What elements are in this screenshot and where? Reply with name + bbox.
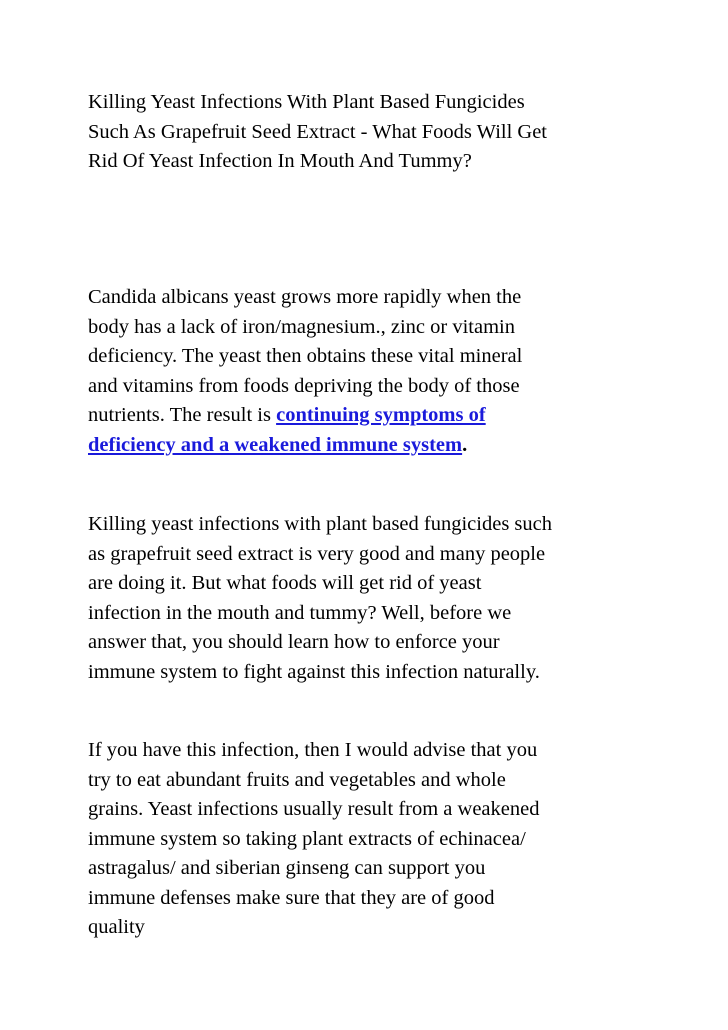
paragraph-advice <box>88 736 648 943</box>
paragraph-line: immune system so taking plant extracts of echinacea/ <box>88 827 526 850</box>
title-line: Rid Of Yeast Infection In Mouth And Tummy? <box>88 150 472 172</box>
paragraph-line: infection in the mouth and tummy? Well, before we <box>88 601 512 624</box>
paragraph-text: nutrients. The result is <box>88 404 277 426</box>
paragraph-fungicides <box>88 510 648 687</box>
document-title <box>88 88 648 177</box>
paragraph-line: Candida albicans yeast grows more rapidly when the <box>88 286 522 308</box>
paragraph-line-with-link <box>88 431 648 461</box>
paragraph-candida <box>88 283 648 460</box>
paragraph-line: immune system to fight against this infection naturally. <box>88 660 540 683</box>
paragraph-line: grains. Yeast infections usually result from a weakened <box>88 798 540 820</box>
symptoms-link-part2[interactable]: deficiency and a weakened immune system <box>88 433 463 456</box>
title-line: Such As Grapefruit Seed Extract - What Foods Will Get <box>88 120 548 143</box>
paragraph-line: immune defenses make sure that they are of good <box>88 886 495 909</box>
paragraph-line-with-link <box>88 401 648 431</box>
sentence-period: . <box>462 433 468 456</box>
paragraph-line: astragalus/ and siberian ginseng can support you <box>88 857 486 879</box>
paragraph-line: as grapefruit seed extract is very good and many people <box>88 542 546 565</box>
paragraph-line: answer that, you should learn how to enforce your <box>88 631 500 653</box>
symptoms-link-part1[interactable]: continuing symptoms of <box>276 404 486 426</box>
paragraph-line: body has a lack of iron/magnesium., zinc or vitamin <box>88 315 515 338</box>
title-line: Killing Yeast Infections With Plant Based Fungicides <box>88 91 525 113</box>
paragraph-line: try to eat abundant fruits and vegetables and whole <box>88 768 506 791</box>
paragraph-line: deficiency. The yeast then obtains these vital mineral <box>88 345 523 367</box>
paragraph-line: Killing yeast infections with plant based fungicides such <box>88 513 553 535</box>
paragraph-line: If you have this infection, then I would advise that you <box>88 739 538 761</box>
paragraph-line: and vitamins from foods depriving the body of those <box>88 374 520 397</box>
paragraph-line: are doing it. But what foods will get rid of yeast <box>88 572 482 594</box>
paragraph-line: quality <box>88 916 145 938</box>
